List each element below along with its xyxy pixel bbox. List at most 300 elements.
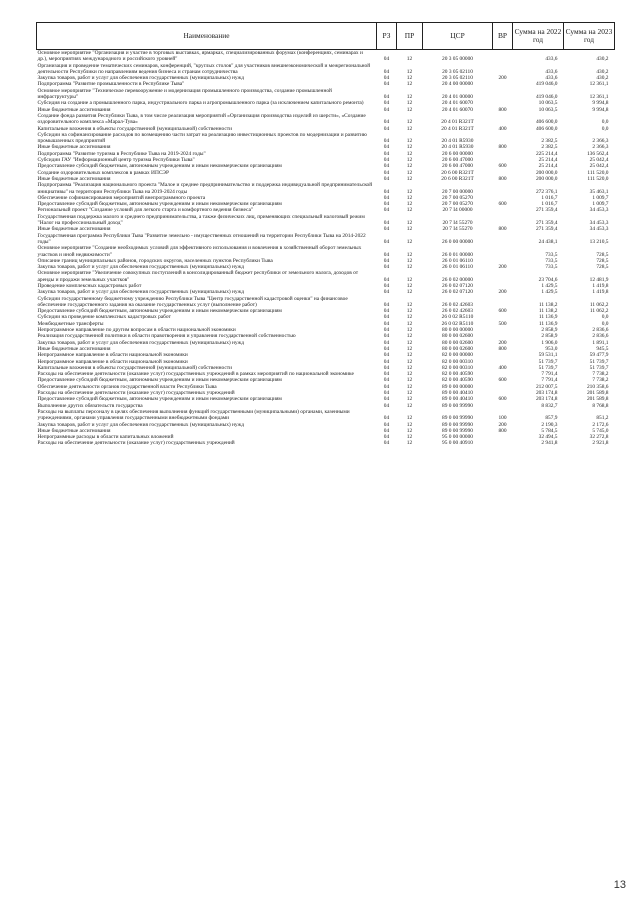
row-name: Подпрограмма "Развитие промышленности в Республике Тыва" xyxy=(37,81,185,88)
row-rz: 04 xyxy=(383,106,390,113)
row-sum-2022: 406 600,0 xyxy=(535,119,558,126)
row-csr: 82 0 00 40590 xyxy=(442,377,473,384)
row-sum-2023: 2 921,8 xyxy=(592,440,609,447)
row-sum-2022: 272 376,1 xyxy=(535,188,558,195)
row-sum-2023: 1 419,8 xyxy=(592,282,609,289)
row-pr: 12 xyxy=(406,282,413,289)
row-rz: 04 xyxy=(383,333,390,340)
row-name: Закупка товаров, работ и услуг для обеспечения государственных (муниципальных) нужд xyxy=(37,264,245,271)
row-pr: 12 xyxy=(406,415,413,422)
row-rz: 04 xyxy=(383,188,390,195)
row-csr: 20 7 00 05270 xyxy=(442,194,473,201)
row-sum-2022: 419 046,0 xyxy=(535,81,558,88)
row-rz: 04 xyxy=(383,415,390,422)
row-csr: 20 4 01 R321T xyxy=(441,125,474,132)
row-name: Обеспечение софинансирования мероприятий внепрограммного проекта xyxy=(37,194,206,201)
row-pr: 12 xyxy=(406,201,413,208)
row-sum-2023: 12 481,9 xyxy=(589,276,609,283)
row-pr: 12 xyxy=(406,434,413,441)
row-sum-2022: 11 136,9 xyxy=(538,320,558,327)
row-sum-2023: 34 453,3 xyxy=(589,226,609,233)
row-rz: 04 xyxy=(383,194,390,201)
row-sum-2023: 7 738,2 xyxy=(592,371,609,378)
row-sum-2023: 945,5 xyxy=(596,345,609,352)
row-pr: 12 xyxy=(406,150,413,157)
row-vr: 600 xyxy=(498,396,507,403)
row-pr: 12 xyxy=(406,125,413,132)
row-rz: 04 xyxy=(383,434,390,441)
row-name: Закупка товаров, работ и услуг для обеспечения государственных (муниципальных) нужд xyxy=(37,339,245,346)
row-rz: 04 xyxy=(383,383,390,390)
row-rz: 04 xyxy=(383,282,390,289)
row-csr: 26 0 02 R5110 xyxy=(441,320,474,327)
row-sum-2023: 0,0 xyxy=(601,119,609,126)
row-sum-2022: 733,5 xyxy=(545,251,558,258)
row-name: Непрограммное направление по другим вопросам в области национальной экономики xyxy=(37,327,236,334)
row-sum-2023: 1 891,1 xyxy=(592,339,609,346)
row-name: Предоставление субсидий бюджетным, автономным учреждениям и иным некоммерческим организациям xyxy=(37,308,282,315)
row-sum-2022: 2 941,8 xyxy=(541,440,558,447)
row-rz: 04 xyxy=(383,327,390,334)
row-sum-2022: 11 136,9 xyxy=(538,314,558,321)
row-rz: 04 xyxy=(383,402,390,409)
row-name: Создание фонда развития Республики Тыва, в том числе реализация мероприятий «Организация производства изделий из шерсти», «Создание оздоровительного комплекса «Марал-Тува» xyxy=(37,112,366,126)
row-sum-2023: 25 042,4 xyxy=(589,157,609,164)
row-sum-2022: 857,9 xyxy=(545,415,558,422)
row-name: Закупка товаров, работ и услуг для обеспечения государственных (муниципальных) нужд xyxy=(37,289,245,296)
row-vr xyxy=(493,270,513,283)
row-sum-2023: 8 768,8 xyxy=(592,402,609,409)
row-sum-2022: 25 214,4 xyxy=(538,163,558,170)
table-row xyxy=(37,88,615,101)
row-rz: 04 xyxy=(383,56,390,63)
row-rz: 04 xyxy=(383,427,390,434)
row-csr: 20 7 I4 00000 xyxy=(442,207,473,214)
row-sum-2022: 24 438,1 xyxy=(538,238,558,245)
row-sum-2022: 11 138,2 xyxy=(538,301,558,308)
row-csr: 26 0 02 42603 xyxy=(442,308,473,315)
row-csr: 26 0 00 00000 xyxy=(442,238,473,245)
row-pr: 12 xyxy=(406,226,413,233)
row-rz: 04 xyxy=(383,175,390,182)
row-name: Иные бюджетные ассигнования xyxy=(37,427,111,434)
table-row xyxy=(37,270,615,283)
row-csr: 20 6 00 00000 xyxy=(442,150,473,157)
row-pr: 12 xyxy=(406,421,413,428)
row-pr: 12 xyxy=(406,106,413,113)
row-csr: 26 0 01 06110 xyxy=(442,264,473,271)
row-name: Основное мероприятие "Создание необходимых условий для эффективного использования и вовлечения в хозяйственный оборот земельных участков и иной недвижимости" xyxy=(37,245,362,258)
row-vr: 400 xyxy=(498,125,507,132)
header-name: Наименование xyxy=(37,23,377,50)
row-vr: 800 xyxy=(498,175,507,182)
row-vr: 200 xyxy=(498,339,507,346)
table-row xyxy=(37,409,615,422)
row-sum-2022: 433,6 xyxy=(545,68,558,75)
row-sum-2022: 200 000,0 xyxy=(535,175,558,182)
table-row xyxy=(37,440,615,446)
row-csr: 26 0 02 42603 xyxy=(442,301,473,308)
row-csr: 20 3 05 02110 xyxy=(442,68,473,75)
row-rz: 04 xyxy=(383,289,390,296)
row-name: Основное мероприятие "Организация и участие в торговых выставках, ярмарках, специализированных форумах (конференциях, семинарах и др.), мероприятиях международного и российского уровней" xyxy=(37,50,363,63)
table-row xyxy=(37,296,615,309)
row-pr: 12 xyxy=(406,138,413,145)
row-pr: 12 xyxy=(406,327,413,334)
row-csr: 20 4 01 R5930 xyxy=(441,138,474,145)
row-pr: 12 xyxy=(406,308,413,315)
row-sum-2022: 25 214,4 xyxy=(538,157,558,164)
row-pr: 12 xyxy=(406,264,413,271)
row-vr: 100 xyxy=(498,415,507,422)
row-sum-2023: 1 419,8 xyxy=(592,289,609,296)
row-name: Предоставление субсидий бюджетным, автономным учреждениям и иным некоммерческим организациям xyxy=(37,163,282,170)
row-csr: 26 0 01 06110 xyxy=(442,257,473,264)
row-sum-2023: 1 009,7 xyxy=(592,201,609,208)
row-sum-2022: 433,6 xyxy=(545,56,558,63)
row-sum-2023: 210 358,6 xyxy=(586,383,609,390)
row-csr: 89 0 00 40410 xyxy=(442,396,473,403)
row-rz: 04 xyxy=(383,358,390,365)
row-pr: 12 xyxy=(406,339,413,346)
row-sum-2022: 8 832,7 xyxy=(541,402,558,409)
row-sum-2022: 406 600,0 xyxy=(535,125,558,132)
row-pr: 12 xyxy=(406,119,413,126)
row-sum-2022: 433,6 xyxy=(545,75,558,82)
row-csr: 20 7 00 00000 xyxy=(442,188,473,195)
row-sum-2022: 1 016,7 xyxy=(541,201,558,208)
table-row xyxy=(37,63,615,76)
row-sum-2023: 59 477,9 xyxy=(589,352,609,359)
row-name: Расходы на выплаты персоналу в целях обеспечения выполнения функций государственными (муниципальными) органами, казенными учреждениями, органами управления государственными внебюджетными фондами xyxy=(37,408,350,422)
row-vr xyxy=(493,245,513,258)
row-sum-2023: 430,2 xyxy=(596,68,609,75)
row-pr: 12 xyxy=(406,377,413,384)
row-sum-2022: 419 046,0 xyxy=(535,94,558,101)
row-pr: 12 xyxy=(406,345,413,352)
row-sum-2023: 728,5 xyxy=(596,251,609,258)
row-rz: 04 xyxy=(383,352,390,359)
row-rz: 04 xyxy=(383,371,390,378)
row-name: Предоставление субсидий бюджетным, автономным учреждениям и иным некоммерческим организациям xyxy=(37,377,282,384)
row-sum-2023: 136 562,4 xyxy=(586,150,609,157)
row-sum-2022: 733,5 xyxy=(545,257,558,264)
page-number: 13 xyxy=(613,879,626,891)
row-csr: 20 3 05 02110 xyxy=(442,75,473,82)
row-vr xyxy=(493,132,513,145)
row-rz: 04 xyxy=(383,81,390,88)
row-name: Иные бюджетные ассигнования xyxy=(37,106,111,113)
row-name: Организация и проведение тематических семинаров, конференций, "круглых столов" для участников внешнеэкономической и межрегиональной деятельности Республики по направлениям ведения бизнеса и странам сотрудничества xyxy=(37,62,371,75)
row-vr: 200 xyxy=(498,421,507,428)
row-pr: 12 xyxy=(406,289,413,296)
row-sum-2023: 1 009,7 xyxy=(592,194,609,201)
row-vr: 200 xyxy=(498,289,507,296)
row-csr: 20 4 01 R5930 xyxy=(441,144,474,151)
row-csr: 82 0 00 00000 xyxy=(442,352,473,359)
row-sum-2023: 728,5 xyxy=(596,264,609,271)
row-name: Расходы на обеспечение деятельности (оказание услуг) государственных учреждений в рамках мероприятий по национальной экономике xyxy=(37,371,354,378)
row-rz: 04 xyxy=(383,264,390,271)
row-vr xyxy=(493,182,513,195)
row-name: Субсидии на проведение комплексных кадастровых работ xyxy=(37,314,171,321)
row-rz: 04 xyxy=(383,75,390,82)
row-vr xyxy=(493,88,513,101)
row-csr: 20 3 05 00000 xyxy=(442,56,473,63)
row-sum-2022: 1 906,0 xyxy=(541,339,558,346)
row-sum-2023: 34 453,3 xyxy=(589,220,609,227)
row-sum-2023: 5 745,0 xyxy=(592,427,609,434)
row-name: Субсидии на софинансирование расходов по возмещению части затрат на реализацию инвестиционных проектов по модернизации и развитию промышленных предприятий xyxy=(37,131,367,145)
row-sum-2023: 13 210,5 xyxy=(589,238,609,245)
row-name: Предоставление субсидий бюджетным, автономным учреждениям и иным некоммерческим организациям xyxy=(37,201,282,208)
row-rz: 04 xyxy=(383,308,390,315)
row-csr: 20 4 01 00000 xyxy=(442,94,473,101)
row-sum-2023: 7 738,2 xyxy=(592,377,609,384)
row-rz: 04 xyxy=(383,201,390,208)
row-csr: 20 7 I4 55270 xyxy=(442,220,473,227)
row-vr xyxy=(493,50,513,63)
row-vr: 800 xyxy=(498,427,507,434)
row-sum-2023: 201 589,8 xyxy=(586,396,609,403)
row-sum-2023: 430,2 xyxy=(596,56,609,63)
table-row xyxy=(37,233,615,246)
row-name: Межбюджетные трансферты xyxy=(37,320,104,327)
row-rz: 04 xyxy=(383,440,390,447)
row-pr: 12 xyxy=(406,157,413,164)
row-csr: 20 4 00 00000 xyxy=(442,81,473,88)
row-name: Иные бюджетные ассигнования xyxy=(37,345,111,352)
row-pr: 12 xyxy=(406,238,413,245)
row-csr: 89 0 00 99990 xyxy=(442,421,473,428)
row-vr: 600 xyxy=(498,163,507,170)
row-sum-2023: 32 272,8 xyxy=(589,434,609,441)
row-sum-2022: 203 174,8 xyxy=(535,390,558,397)
row-name: Обеспечение деятельности органов государственной власти Республики Тыва xyxy=(37,383,217,390)
row-vr xyxy=(493,296,513,309)
row-pr: 12 xyxy=(406,371,413,378)
row-name: Субсидии государственному бюджетному учреждению Республики Тыва "Центр государственной кадастровой оценки" на финансовое обеспечение государственного задания на оказание государственных услуг (выполнение работ) xyxy=(37,295,348,308)
row-sum-2022: 32 494,5 xyxy=(538,434,558,441)
row-pr: 12 xyxy=(406,352,413,359)
row-csr: 82 0 00 40590 xyxy=(442,371,473,378)
row-sum-2022: 2 382,5 xyxy=(541,138,558,145)
row-sum-2023: 34 453,3 xyxy=(589,207,609,214)
row-rz: 04 xyxy=(383,68,390,75)
row-sum-2022: 200 000,0 xyxy=(535,169,558,176)
row-name: Капитальные вложения в объекты государственной (муниципальной) собственности xyxy=(37,364,232,371)
row-sum-2022: 1 016,7 xyxy=(541,194,558,201)
row-sum-2023: 430,2 xyxy=(596,75,609,82)
row-rz: 04 xyxy=(383,150,390,157)
row-csr: 89 0 00 99990 xyxy=(442,415,473,422)
row-rz: 04 xyxy=(383,251,390,258)
row-vr: 600 xyxy=(498,308,507,315)
row-csr: 20 6 00 47000 xyxy=(442,163,473,170)
row-sum-2023: 111 520,0 xyxy=(587,175,609,182)
row-sum-2022: 212 007,5 xyxy=(535,383,558,390)
row-csr: 20 6 00 47000 xyxy=(442,157,473,164)
row-pr: 12 xyxy=(406,358,413,365)
header-sum-2022: Сумма на 2022 год xyxy=(513,23,564,50)
row-rz: 04 xyxy=(383,396,390,403)
row-sum-2023: 2 836,6 xyxy=(592,327,609,334)
row-rz: 04 xyxy=(383,226,390,233)
row-name: Закупка товаров, работ и услуг для обеспечения государственных (муниципальных) нужд xyxy=(37,421,245,428)
row-pr: 12 xyxy=(406,390,413,397)
row-sum-2022: 10 063,5 xyxy=(538,100,558,107)
row-rz: 04 xyxy=(383,207,390,214)
row-name: Иные бюджетные ассигнования xyxy=(37,226,111,233)
row-vr xyxy=(493,214,513,227)
row-sum-2023: 11 062,2 xyxy=(589,301,609,308)
row-vr: 800 xyxy=(498,144,507,151)
row-vr xyxy=(493,113,513,126)
row-vr: 200 xyxy=(498,75,507,82)
row-csr: 20 7 00 05270 xyxy=(442,201,473,208)
row-rz: 04 xyxy=(383,377,390,384)
row-sum-2023: 9 994,8 xyxy=(592,100,609,107)
row-sum-2023: 0,0 xyxy=(601,125,609,132)
row-name: Непрограммное направление в области национальной экономики xyxy=(37,352,188,359)
table-body xyxy=(37,50,615,447)
row-pr: 12 xyxy=(406,100,413,107)
budget-table xyxy=(36,22,615,447)
row-pr: 12 xyxy=(406,56,413,63)
row-name: Описание границ муниципальных районов, городских округов, населенных пунктов Республики Тыва xyxy=(37,257,273,264)
row-name: Государственная поддержка малого и среднего предпринимательства, а также физических лиц, применяющих специальный налоговый режим "Налог на профессиональный доход" xyxy=(37,213,365,227)
budget-document-page xyxy=(36,22,614,447)
row-vr: 800 xyxy=(498,106,507,113)
row-name: Подпрограмма "Развитие туризма в Республике Тыва на 2019-2024 годы" xyxy=(37,150,206,157)
row-sum-2023: 51 739,7 xyxy=(589,358,609,365)
row-pr: 12 xyxy=(406,68,413,75)
row-pr: 12 xyxy=(406,440,413,447)
row-sum-2023: 2 366,3 xyxy=(592,138,609,145)
row-sum-2022: 59 531,1 xyxy=(538,352,558,359)
table-header xyxy=(37,23,615,50)
row-csr: 26 0 01 00000 xyxy=(442,251,473,258)
header-vr: ВР xyxy=(493,23,513,50)
row-rz: 04 xyxy=(383,314,390,321)
row-name: Иные бюджетные ассигнования xyxy=(37,144,111,151)
row-sum-2023: 35 463,1 xyxy=(589,188,609,195)
row-pr: 12 xyxy=(406,276,413,283)
row-csr: 95 0 00 40910 xyxy=(442,440,473,447)
row-sum-2022: 51 739,7 xyxy=(538,358,558,365)
row-sum-2023: 9 994,8 xyxy=(592,106,609,113)
row-name: Выполнение других обязательств государства xyxy=(37,402,143,409)
row-sum-2023: 11 062,2 xyxy=(589,308,609,315)
row-pr: 12 xyxy=(406,396,413,403)
row-csr: 26 0 02 R5110 xyxy=(441,314,474,321)
row-vr: 200 xyxy=(498,264,507,271)
row-sum-2022: 2 190,3 xyxy=(541,421,558,428)
row-csr: 26 0 02 07120 xyxy=(442,289,473,296)
row-sum-2022: 7 791,4 xyxy=(541,371,558,378)
row-name: Государственная программа Республики Тыва "Развитие земельно - имущественных отношений на территории Республики Тыва на 2014-2022 годы" xyxy=(37,232,366,245)
row-pr: 12 xyxy=(406,427,413,434)
row-sum-2022: 271 359,4 xyxy=(535,226,558,233)
row-vr: 600 xyxy=(498,377,507,384)
row-csr: 80 0 00 02600 xyxy=(442,333,473,340)
row-vr xyxy=(493,63,513,76)
row-rz: 04 xyxy=(383,238,390,245)
row-sum-2023: 12 361,1 xyxy=(589,81,609,88)
row-rz: 04 xyxy=(383,125,390,132)
row-pr: 12 xyxy=(406,383,413,390)
row-csr: 26 0 02 07120 xyxy=(442,282,473,289)
row-name: Капитальные вложения в объекты государственной (муниципальной) собственности xyxy=(37,125,232,132)
row-sum-2022: 271 359,4 xyxy=(535,207,558,214)
row-rz: 04 xyxy=(383,144,390,151)
row-sum-2022: 953,0 xyxy=(545,345,558,352)
row-pr: 12 xyxy=(406,169,413,176)
row-sum-2023: 201 589,8 xyxy=(586,390,609,397)
row-rz: 04 xyxy=(383,94,390,101)
row-name: Подпрограмма "Реализация национального проекта "Малое и среднее предпринимательство и поддержка индивидуальной предпринимательской инициативы" на территории Республики Тыва на 2019-2024 годы xyxy=(37,182,373,195)
row-pr: 12 xyxy=(406,364,413,371)
row-pr: 12 xyxy=(406,94,413,101)
row-csr: 89 0 00 99990 xyxy=(442,402,473,409)
row-sum-2023: 0,0 xyxy=(601,314,609,321)
row-sum-2023: 2 366,3 xyxy=(592,144,609,151)
row-pr: 12 xyxy=(406,194,413,201)
row-sum-2022: 2 382,5 xyxy=(541,144,558,151)
row-csr: 82 0 00 00310 xyxy=(442,358,473,365)
row-sum-2022: 225 214,4 xyxy=(535,150,558,157)
row-csr: 20 4 01 60070 xyxy=(442,106,473,113)
row-sum-2023: 2 836,6 xyxy=(592,333,609,340)
row-pr: 12 xyxy=(406,75,413,82)
row-csr: 89 0 00 99990 xyxy=(442,427,473,434)
table-row xyxy=(37,214,615,227)
row-name: Расходы на обеспечение деятельности (оказание услуг) государственных учреждений xyxy=(37,390,235,397)
row-vr: 500 xyxy=(498,320,507,327)
row-sum-2022: 2 858,9 xyxy=(541,333,558,340)
row-csr: 89 0 00 00000 xyxy=(442,383,473,390)
row-sum-2022: 1 429,5 xyxy=(541,289,558,296)
row-sum-2023: 25 042,4 xyxy=(589,163,609,170)
row-vr: 800 xyxy=(498,345,507,352)
row-sum-2022: 11 138,2 xyxy=(538,308,558,315)
row-csr: 80 0 00 02600 xyxy=(442,339,473,346)
row-csr: 95 0 00 00000 xyxy=(442,434,473,441)
row-rz: 04 xyxy=(383,339,390,346)
row-rz: 04 xyxy=(383,421,390,428)
row-name: Непрограммные расходы в области капитальных вложений xyxy=(37,434,174,441)
table-row xyxy=(37,182,615,195)
row-csr: 20 6 00 R321T xyxy=(441,169,474,176)
row-vr: 600 xyxy=(498,201,507,208)
row-csr: 80 0 00 02600 xyxy=(442,345,473,352)
row-csr: 82 0 00 00310 xyxy=(442,364,473,371)
row-sum-2022: 7 791,4 xyxy=(541,377,558,384)
row-rz: 04 xyxy=(383,119,390,126)
table-row xyxy=(37,245,615,258)
row-sum-2022: 51 739,7 xyxy=(538,364,558,371)
row-rz: 04 xyxy=(383,301,390,308)
row-rz: 04 xyxy=(383,163,390,170)
header-rz: РЗ xyxy=(377,23,397,50)
row-rz: 04 xyxy=(383,390,390,397)
row-sum-2022: 271 359,4 xyxy=(535,220,558,227)
row-vr: 400 xyxy=(498,364,507,371)
row-pr: 12 xyxy=(406,163,413,170)
row-pr: 12 xyxy=(406,402,413,409)
row-pr: 12 xyxy=(406,144,413,151)
row-name: Предоставление субсидий бюджетным, автономным учреждениям и иным некоммерческим организациям xyxy=(37,396,282,403)
